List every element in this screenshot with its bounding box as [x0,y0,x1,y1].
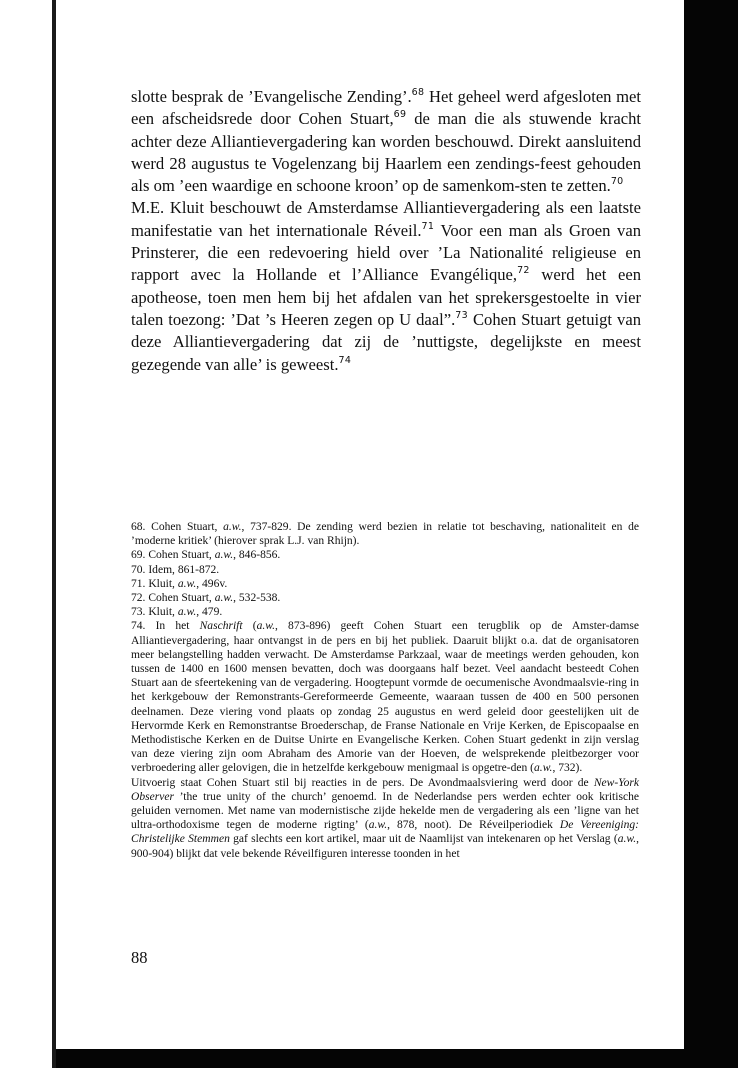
footnotes [131,520,639,861]
footnote-ref-73[interactable]: 73 [455,309,468,321]
footnote-ref-68[interactable]: 68 [411,87,425,98]
paragraph-2: M.E. Kluit beschouwt de Amsterdamse Alliantievergadering als een laatste manifestatie van het internationale Réveil.$^{71}$ Voor een man als Groen van Prinsterer, die een redevoering hield over ’La Nationalité religieuse en rapport avec la Hollande et l’Alliance Evangélique,$^{72}$ werd het een apotheose, toen men hem bij het afdalen van het sprekersgestoelte in vier talen toezong: ’Dat ’s Heeren zegen op U daal”.$^{73}$ Cohen Stuart getuigt van deze Alliantievergadering dat zij de ’nuttigste, degelijkste en meest gezegende van alle’ is geweest.$^{74}$ [131,198,642,374]
footnote-69: 69. Cohen Stuart, a.w., 846-856. [131,549,281,562]
footnote-ref-72[interactable]: 72 [517,265,530,277]
footnote-72: 72. Cohen Stuart, a.w., 532-538. [131,592,281,605]
footnote-ref-71[interactable]: 71 [421,220,435,232]
footnote-71: 71. Kluit, a.w., 496v. [131,577,228,590]
scan-right-border [684,0,738,1068]
footnote-74: 74. In het Naschrift (a.w., 873-896) geeft Cohen Stuart een terugblik op de Amster-damse Alliantievergadering, haar ontvangst in de pers en bij het publiek. Daaruit blijkt o.a. dat de organisatoren meer belangstelling hadden verwacht. De Amsterdamse Parkzaal, waar de meetings werden gehouden, kon tussen de 1400 en 1600 mensen bevatten, doch was doorgaans half bezet. Veel aandacht besteedt Cohen Stuart aan de sfeertekening van de vergadering. Hoogtepunt vormde de oecumenische Avondmaalsvie-ring in het kerkgebouw der Remonstrants-Gereformeerde Gemeente, waaraan tussen de 400 en 500 personen deelnamen. Deze viering vond plaats op zondag 25 augustus en werd geleid door geestelijken uit de Hervormde Kerk en Remonstrantse Broederschap, de Franse Nationale en Vrije Kerken, de Episcopaalse en Methodistische Kerken en de Duitse Unirte en Evangelische Kerken. Cohen Stuart gedenkt in zijn verslag van deze viering zijn oom Abraham des Amorie van der Hoeven, de welsprekende pleitbezorger voor verbroedering aller gelovigen, die in hetzelfde kerkgebouw menigmaal is opgetre-den (a.w., 732). [131,620,639,775]
main-text [131,86,641,376]
footnote-ref-74[interactable]: 74 [338,354,352,366]
footnote-73: 73. Kluit, a.w., 479. [131,606,223,619]
footnote-ref-70[interactable]: 70 [610,176,624,188]
footnote-70: 70. Idem, 861-872. [131,563,220,576]
footnote-ref-69[interactable]: 69 [393,109,407,121]
footnote-68: 68. Cohen Stuart, a.w., 737-829. De zending werd bezien in relatie tot beschaving, nationaliteit en de ’moderne kritiek’ (hierover sprak L.J. van Rhijn). [131,521,639,548]
footnote-74-continued: Uitvoerig staat Cohen Stuart stil bij reacties in de pers. De Avondmaalsviering werd door de New-York Observer ’the true unity of the church’ genoemd. In de Nederlandse pers werden echter ook kritische geluiden vernomen. Met name van modernistische zijde hekelde men de vergadering als een ’ligne van het ultra-orthodoxisme tegen de moderne rigting’ (a.w., 878, noot). De Réveilperiodiek De Vereeniging: Christelijke Stemmen gaf slechts een kort artikel, maar uit de Naamlijst van intekenaren op het Verslag (a.w., 900-904) blijkt dat vele bekende Réveilfiguren interesse toonden in het [131,776,640,860]
paragraph-1: slotte besprak de ’Evangelische Zending’.$^{68}$ Het geheel werd afgesloten met een afscheidsrede door Cohen Stuart,$^{69}$ de man die als stuwende kracht achter deze Alliantievergadering kan worden beschouwd. Direkt aansluitend werd 28 augustus te Vogelenzang bij Haarlem een zendings-feest gehouden als om ’een waardige en schoone kroon’ op de samenkom-sten te zetten.$^{70}$ [131,87,641,196]
scan-bottom-border [56,1049,738,1068]
page-number: 88 [131,948,148,967]
scan-left-edge [52,0,56,1068]
